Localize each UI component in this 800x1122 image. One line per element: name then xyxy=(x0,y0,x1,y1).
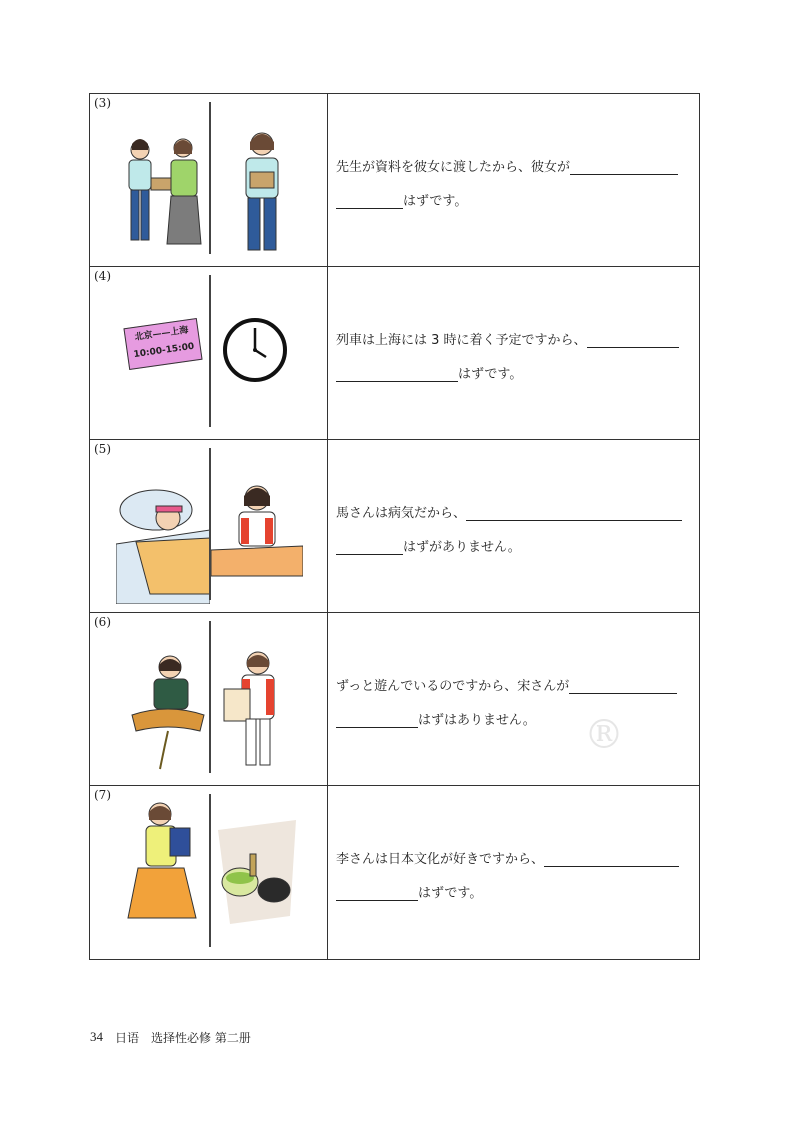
sentence-line xyxy=(336,675,677,694)
sentence-line xyxy=(336,848,679,867)
item-number: (4) xyxy=(94,269,111,283)
sick-in-bed-illustration xyxy=(116,474,210,604)
item-number: (6) xyxy=(94,615,111,629)
studying-at-desk-illustration xyxy=(211,480,303,580)
answer-blank[interactable] xyxy=(544,852,679,867)
handing-documents-illustration xyxy=(115,134,210,254)
sentence-cell xyxy=(328,440,699,612)
page-number: 34 xyxy=(90,1029,103,1044)
holding-homework-illustration xyxy=(218,649,290,774)
exercise-row xyxy=(89,612,700,785)
playing-game-illustration xyxy=(128,653,208,773)
answer-blank[interactable] xyxy=(336,367,458,382)
book-title: 日语 选择性必修 第二册 xyxy=(115,1031,251,1045)
page-footer xyxy=(90,1029,251,1046)
train-schedule-sign xyxy=(123,318,202,370)
sentence-ending: はずです。 xyxy=(418,886,483,901)
picture-cell xyxy=(90,786,328,959)
item-number: (3) xyxy=(94,96,111,110)
panel-divider xyxy=(209,275,211,427)
item-number: (5) xyxy=(94,442,111,456)
sentence-line xyxy=(336,536,521,555)
picture-cell xyxy=(90,440,328,612)
tea-ceremony-illustration xyxy=(210,812,302,932)
sign-route: 北京——上海 xyxy=(134,325,190,343)
panel-divider xyxy=(209,621,211,773)
picture-cell xyxy=(90,267,328,439)
sentence-line xyxy=(336,329,679,348)
answer-blank[interactable] xyxy=(466,506,682,521)
sentence-ending: はずはありません。 xyxy=(418,713,536,728)
reading-book-illustration xyxy=(126,798,206,948)
answer-blank[interactable] xyxy=(336,540,403,555)
exercise-row xyxy=(89,93,700,266)
sentence-cell xyxy=(328,613,699,785)
sentence-line xyxy=(336,190,467,209)
answer-blank[interactable] xyxy=(569,679,677,694)
answer-blank[interactable] xyxy=(570,160,678,175)
sentence-ending: はずです。 xyxy=(458,367,523,382)
sentence-line xyxy=(336,709,536,728)
answer-blank[interactable] xyxy=(336,886,418,901)
picture-cell xyxy=(90,94,328,266)
sentence-line xyxy=(336,156,678,175)
item-number: (7) xyxy=(94,788,111,802)
clock-icon xyxy=(222,317,288,383)
answer-blank[interactable] xyxy=(336,194,403,209)
sentence-text: ずっと遊んでいるのですから、宋さんが xyxy=(336,679,570,694)
picture-cell xyxy=(90,613,328,785)
exercise-row xyxy=(89,439,700,612)
sentence-cell xyxy=(328,786,699,959)
sentence-cell xyxy=(328,267,699,439)
panel-divider xyxy=(209,102,211,254)
sentence-text: 列車は上海には 3 時に着く予定ですから、 xyxy=(336,333,587,348)
exercise-table xyxy=(89,93,700,960)
answer-blank[interactable] xyxy=(587,333,679,348)
sentence-ending: はずです。 xyxy=(403,194,468,209)
watermark-registered-mark: ® xyxy=(584,712,624,758)
sentence-ending: はずがありません。 xyxy=(403,540,521,555)
sign-time: 10:00-15:00 xyxy=(133,341,195,361)
sentence-text: 馬さんは病気だから、 xyxy=(336,506,467,521)
exercise-row xyxy=(89,266,700,439)
sentence-line xyxy=(336,363,522,382)
holding-documents-illustration xyxy=(222,124,302,254)
sentence-text: 先生が資料を彼女に渡したから、彼女が xyxy=(336,160,571,175)
sentence-line xyxy=(336,882,482,901)
sentence-text: 李さんは日本文化が好きですから、 xyxy=(336,852,545,867)
answer-blank[interactable] xyxy=(336,713,418,728)
sentence-cell xyxy=(328,94,699,266)
sentence-line xyxy=(336,502,682,521)
exercise-row xyxy=(89,785,700,960)
